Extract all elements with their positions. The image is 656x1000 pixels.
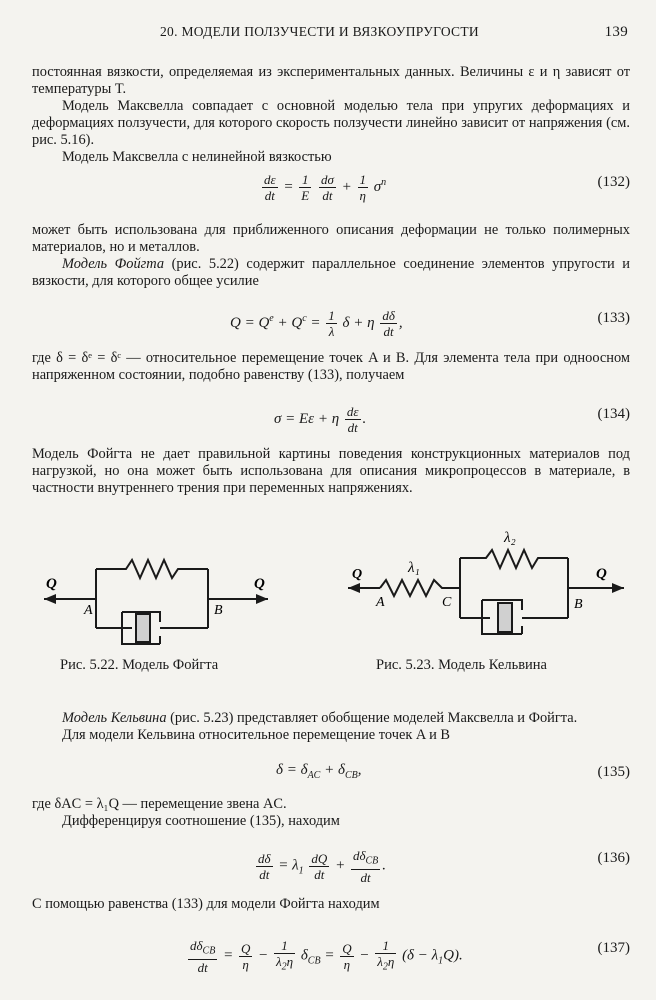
right-arrow-head — [256, 594, 268, 604]
text-block-6 — [32, 796, 630, 830]
label-a: A — [84, 603, 93, 618]
spring — [96, 560, 208, 578]
dashpot-piston — [136, 614, 150, 642]
paragraph-2: Модель Максвелла совпадает с основной моделью тела при упругих деформациях и деформациях ползучести, для которого скорость ползучести линейно зависит от напряжения (см. рис. 5.16). — [32, 98, 630, 148]
model-name-kelvin: Модель Кельвина — [62, 710, 167, 726]
paragraph-1: постоянная вязкости, определяемая из экспериментальных данных. Величины ε и η зависят от температуры T. — [32, 64, 630, 97]
label-lambda-2: λ₂ — [504, 530, 516, 546]
paragraph-11: Дифференцируя соотношение (135), находим — [62, 813, 340, 829]
equation-number-137: (137) — [597, 940, 630, 956]
equation-135: $\delta = \delta_{AC} + \delta_{CB}$, (135) — [276, 762, 630, 781]
label-a: A — [376, 595, 385, 610]
text-block-4 — [32, 446, 630, 497]
text-block-2 — [32, 222, 630, 290]
paragraph-3: Модель Максвелла с нелинейной вязкостью — [62, 149, 332, 165]
equation-134: σ = Eε + η $\frac{d\varepsilon}{dt}$ . (134) — [274, 404, 630, 435]
equation-137: $\frac{d\delta_{CB}}{dt}$ = $\frac{Q}{\eta}$ − $\frac{1}{\lambda_2\eta}$ $\delta_{CB}$ = $\frac{Q}{\eta}$ − $\frac{1}{\lambda_2\eta}$ $(\delta - \lambda_1Q)$. (137) — [190, 938, 630, 975]
figure-kelvin-model — [342, 528, 632, 648]
paragraph-9: Для модели Кельвина относительное перемещение точек A и B — [62, 727, 451, 743]
right-arrow-head — [612, 583, 624, 593]
equation-number-134: (134) — [597, 406, 630, 422]
paragraph-4: может быть использована для приближенного описания деформации не только полимерных материалов, но и металлов. — [32, 222, 630, 255]
paragraph-7: Модель Фойгта не дает правильной картины поведения конструкционных материалов под нагрузкой, но она может быть использована для описания микропроцессов в материале, в частности внутреннего трения при переменных напряжениях. — [32, 446, 630, 496]
text-block-3 — [32, 350, 630, 384]
dashpot-piston — [498, 603, 512, 632]
equation-136: $\frac{d\delta}{dt}$ = $\lambda_1$ $\frac{dQ}{dt}$ + $\frac{d\delta_{CB}}{dt}$ . (136) — [258, 848, 630, 885]
label-q-right: Q — [596, 566, 607, 582]
spring-lambda-1 — [380, 580, 460, 596]
spring-lambda-2 — [460, 550, 568, 568]
left-arrow-head — [44, 594, 56, 604]
label-b: B — [214, 603, 223, 618]
equation-133: $Q = Q^e + Q^c$ = $\frac{1}{\lambda}$ δ + η $\frac{d\delta}{dt}$ , (133) — [230, 308, 630, 339]
figure-voigt-caption: Рис. 5.22. Модель Фойгта — [60, 657, 219, 673]
paragraph-5: (рис. 5.22) содержит параллельное соединение элементов упругости и вязкости, для которого общее усилие — [32, 256, 630, 289]
equation-number-136: (136) — [597, 850, 630, 866]
label-c: C — [442, 595, 452, 610]
left-arrow-head — [348, 583, 360, 593]
text-block-1 — [32, 64, 630, 166]
paragraph-12: С помощью равенства (133) для модели Фойгта находим — [32, 896, 380, 912]
model-name-voigt: Модель Фойгта — [62, 256, 165, 272]
equation-number-132: (132) — [597, 174, 630, 190]
paragraph-6: где δ = δᵉ = δᶜ — относительное перемещение точек A и B. Для элемента тела при одноосном напряженном состоянии, подобно равенству (133), получаем — [32, 350, 630, 383]
figure-voigt-model — [36, 548, 296, 648]
running-title: 20. МОДЕЛИ ПОЛЗУЧЕСТИ И ВЯЗКОУПРУГОСТИ — [160, 24, 479, 39]
paragraph-8: (рис. 5.23) представляет обобщение моделей Максвелла и Фойгта. — [166, 710, 578, 726]
figure-kelvin-caption: Рис. 5.23. Модель Кельвина — [376, 657, 547, 673]
label-lambda-1: λ₁ — [408, 560, 420, 576]
equation-number-135: (135) — [597, 764, 630, 780]
page-number: 139 — [604, 24, 628, 40]
label-q-left: Q — [352, 567, 363, 582]
label-b: B — [574, 597, 583, 612]
text-block-5 — [32, 710, 630, 744]
label-q-right: Q — [254, 576, 265, 592]
equation-132: $\frac{d\varepsilon}{dt}$ = $\frac{1}{E}$ $\frac{d\sigma}{dt}$ + $\frac{1}{\eta}$ $\sigma^n$ (132) — [264, 172, 630, 203]
label-q-left: Q — [46, 576, 57, 592]
paragraph-10: где δAC = λ₁Q — перемещение звена AC. — [32, 796, 287, 812]
text-block-7 — [32, 896, 630, 913]
equation-number-133: (133) — [597, 310, 630, 326]
page-header — [32, 22, 628, 44]
